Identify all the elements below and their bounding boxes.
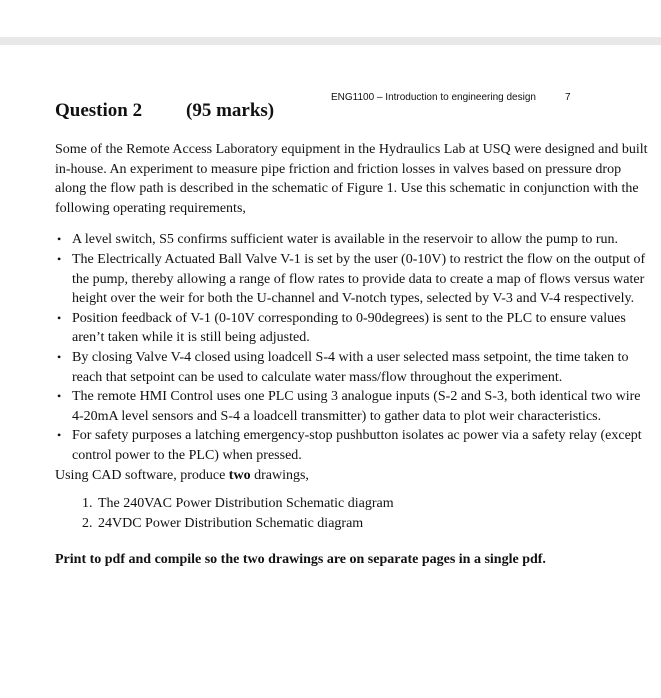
drawing-number: 1. <box>82 496 93 512</box>
requirement-item <box>55 230 650 250</box>
question-body <box>55 140 650 570</box>
requirement-item <box>55 387 650 426</box>
requirement-text: The remote HMI Control uses one PLC using 3 analogue inputs (S-2 and S-3, both identical two wire 4-20mA level sensors and S-4 a loadcell transmitter) to gather data to plot weir characteristics. <box>72 389 641 424</box>
cad-instruction <box>55 466 650 486</box>
question-marks: (95 marks) <box>186 100 275 121</box>
drawing-text: 24VDC Power Distribution Schematic diagram <box>98 515 364 531</box>
requirement-text: By closing Valve V-4 closed using loadcell S-4 with a user selected mass setpoint, the time taken to reach that setpoint can be used to calculate water mass/flow throughout the experiment. <box>72 349 629 385</box>
requirement-text: The Electrically Actuated Ball Valve V-1 is set by the user (0-10V) to restrict the flow on the output of the pump, thereby allowing a range of flow rates to provide data to create a map of flows versus water height over the weir for both the U-channel and V-notch types, selected by V-3 and V-4 respectively. <box>72 251 646 307</box>
requirement-item <box>55 250 650 309</box>
question-title: Question 2 <box>55 100 143 121</box>
drawing-item <box>55 494 650 514</box>
page-number: 7 <box>565 92 571 103</box>
requirements-list <box>55 230 650 465</box>
intro-paragraph: Some of the Remote Access Laboratory equipment in the Hydraulics Lab at USQ were designed and built in-house. An experiment to measure pipe friction and friction losses in valves based on pressure drop along the flow path is described in the schematic of Figure 1. Use this schematic in conjunction with the following operating requirements, <box>55 142 648 216</box>
bullet-icon: • <box>57 428 62 443</box>
bullet-icon: • <box>57 232 62 247</box>
bullet-icon: • <box>57 389 62 404</box>
drawings-list <box>55 494 650 533</box>
requirement-item <box>55 309 650 348</box>
cad-instruction-suffix: drawings, <box>250 467 309 483</box>
question-heading <box>55 100 275 122</box>
requirement-text: For safety purposes a latching emergency-stop pushbutton isolates ac power via a safety relay (except control power to the PLC) when pressed. <box>72 428 642 463</box>
drawing-item <box>55 514 650 534</box>
cad-instruction-emphasis: two <box>228 467 251 483</box>
running-header <box>331 92 571 103</box>
bullet-icon: • <box>57 349 62 364</box>
cad-instruction-prefix: Using CAD software, produce <box>55 467 229 483</box>
drawing-text: The 240VAC Power Distribution Schematic diagram <box>98 496 394 512</box>
top-gray-bar <box>0 37 661 45</box>
requirement-text: Position feedback of V-1 (0-10V corresponding to 0-90degrees) is sent to the PLC to ensure values aren’t taken while it is still being adjusted. <box>72 310 626 346</box>
final-instruction: Print to pdf and compile so the two drawings are on separate pages in a single pdf. <box>55 552 546 568</box>
bullet-icon: • <box>57 310 62 325</box>
requirement-item <box>55 426 650 465</box>
requirement-text: A level switch, S5 confirms sufficient water is available in the reservoir to allow the pump to run. <box>72 232 618 248</box>
requirement-item <box>55 348 650 387</box>
drawing-number: 2. <box>82 515 93 531</box>
course-title: ENG1100 – Introduction to engineering design <box>331 92 536 103</box>
bullet-icon: • <box>57 251 62 266</box>
